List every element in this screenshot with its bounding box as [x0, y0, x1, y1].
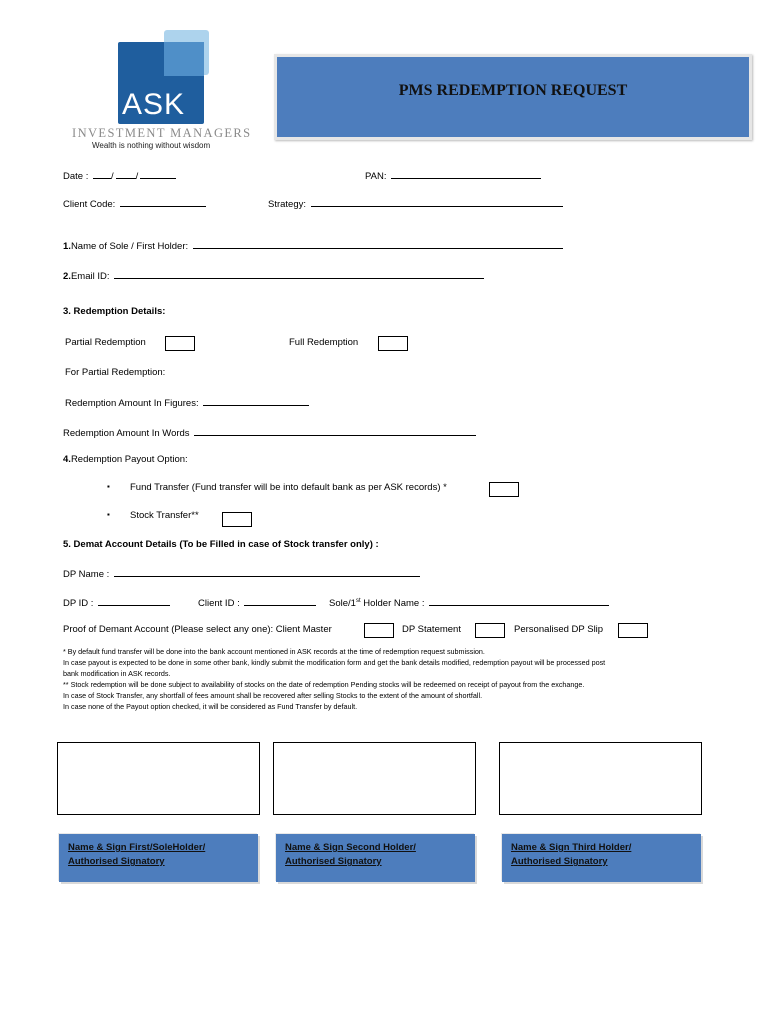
signature-label-line1: Name & Sign First/SoleHolder/: [68, 842, 206, 853]
title-banner: [274, 54, 752, 140]
strategy-field[interactable]: [311, 197, 563, 207]
footnote-line: * By default fund transfer will be done into the bank account mentioned in ASK records at the time of redemption request submission.: [63, 647, 485, 656]
proof-label: Proof of Demant Account (Please select any one): Client Master: [63, 624, 332, 635]
signature-label-first: [59, 834, 258, 882]
bullet-icon: ▪: [107, 482, 110, 491]
signature-label-line2: Authorised Signatory: [511, 856, 608, 867]
pan-row: [365, 169, 541, 182]
date-separator: /: [135, 171, 139, 182]
signature-label-line2: Authorised Signatory: [68, 856, 165, 867]
signature-label-line2: Authorised Signatory: [285, 856, 382, 867]
payout-number: 4.: [63, 454, 71, 465]
footnote-line: bank modification in ASK records.: [63, 669, 171, 678]
email-label: Email ID:: [70, 271, 110, 282]
signature-label-line1: Name & Sign Third Holder/: [511, 842, 632, 853]
personalised-dp-slip-checkbox[interactable]: [618, 623, 648, 638]
date-row: [63, 169, 176, 182]
signature-label-third: [502, 834, 701, 882]
footnotes: [63, 646, 703, 712]
dp-name-label: DP Name :: [63, 569, 110, 580]
fund-transfer-checkbox[interactable]: [489, 482, 519, 497]
email-row: [63, 269, 484, 282]
email-field[interactable]: [114, 269, 484, 279]
logo-company-name: INVESTMENT MANAGERS: [72, 126, 252, 140]
bullet-icon: ▪: [107, 510, 110, 519]
redemption-heading: 3. Redemption Details:: [63, 306, 166, 317]
holder-name-number: 1.: [63, 241, 71, 252]
holder-row: [329, 596, 609, 609]
date-day-field[interactable]: [93, 169, 111, 179]
pan-field[interactable]: [391, 169, 541, 179]
footnote-line: In case none of the Payout option checked, it will be considered as Fund Transfer by default.: [63, 702, 358, 711]
amount-words-field[interactable]: [194, 426, 476, 436]
client-id-label: Client ID :: [198, 598, 240, 609]
footnote-line: In case of Stock Transfer, any shortfall of fees amount shall be recovered after selling Stocks to the extent of the amount of shortfall.: [63, 691, 483, 700]
dp-statement-label: DP Statement: [402, 624, 461, 635]
dp-id-field[interactable]: [98, 596, 170, 606]
amount-words-label: Redemption Amount In Words: [63, 428, 190, 439]
partial-redemption-label: Partial Redemption: [65, 337, 146, 348]
for-partial-label: For Partial Redemption:: [65, 367, 166, 378]
logo-tagline: Wealth is nothing without wisdom: [92, 141, 211, 150]
logo-mark: [118, 42, 204, 124]
stock-transfer-label: Stock Transfer**: [130, 510, 199, 521]
amount-words-row: [63, 426, 476, 439]
holder-name-row: [63, 239, 563, 252]
fund-transfer-label: Fund Transfer (Fund transfer will be into default bank as per ASK records) *: [130, 482, 447, 493]
client-master-checkbox[interactable]: [364, 623, 394, 638]
date-label: Date :: [63, 171, 89, 182]
amount-figures-field[interactable]: [203, 396, 309, 406]
signature-label-line1: Name & Sign Second Holder/: [285, 842, 416, 853]
holder-label-pre: Sole/1: [329, 598, 356, 609]
personalised-dp-slip-label: Personalised DP Slip: [514, 624, 604, 635]
holder-label-sup: st: [355, 597, 361, 604]
footnote-line: In case payout is expected to be done in some other bank, kindly submit the modification form and get the bank details modified, redemption payout will be processed post: [63, 658, 606, 667]
signature-box-second[interactable]: [273, 742, 476, 815]
payout-heading-label: Redemption Payout Option:: [70, 454, 188, 465]
client-id-field[interactable]: [244, 596, 316, 606]
signature-box-first[interactable]: [57, 742, 260, 815]
date-separator: /: [111, 171, 114, 182]
holder-label-post: Holder Name :: [360, 598, 425, 609]
date-year-field[interactable]: [140, 169, 176, 179]
date-month-field[interactable]: [116, 169, 136, 179]
strategy-label: Strategy:: [268, 199, 307, 210]
holder-name-label: Name of Sole / First Holder:: [70, 241, 189, 252]
client-code-row: [63, 197, 206, 210]
footnote-line: ** Stock redemption will be done subject to availability of stocks on the date of redemption Pending stocks will be redeemed on receipt of payout from the exchange.: [63, 680, 585, 689]
full-redemption-label: Full Redemption: [289, 337, 359, 348]
company-logo: [72, 30, 252, 155]
strategy-row: [268, 197, 563, 210]
stock-transfer-checkbox[interactable]: [222, 512, 252, 527]
dp-name-field[interactable]: [114, 567, 420, 577]
holder-name-field[interactable]: [193, 239, 563, 249]
dp-id-label: DP ID :: [63, 598, 94, 609]
amount-figures-row: [65, 396, 309, 409]
demat-heading: 5. Demat Account Details (To be Filled in case of Stock transfer only) :: [63, 539, 379, 550]
full-redemption-checkbox[interactable]: [378, 336, 408, 351]
signature-label-second: [276, 834, 475, 882]
holder-name-demat-field[interactable]: [429, 596, 609, 606]
email-number: 2.: [63, 271, 71, 282]
partial-redemption-checkbox[interactable]: [165, 336, 195, 351]
dp-id-row: [63, 596, 170, 609]
logo-mark-text: ASK: [122, 88, 186, 121]
client-code-label: Client Code:: [63, 199, 116, 210]
client-code-field[interactable]: [120, 197, 206, 207]
payout-heading: [63, 454, 188, 465]
signature-box-third[interactable]: [499, 742, 702, 815]
pan-label: PAN:: [365, 171, 387, 182]
dp-statement-checkbox[interactable]: [475, 623, 505, 638]
amount-figures-label: Redemption Amount In Figures:: [65, 398, 199, 409]
page-title: PMS REDEMPTION REQUEST: [398, 82, 628, 99]
dp-name-row: [63, 567, 420, 580]
client-id-row: [198, 596, 316, 609]
